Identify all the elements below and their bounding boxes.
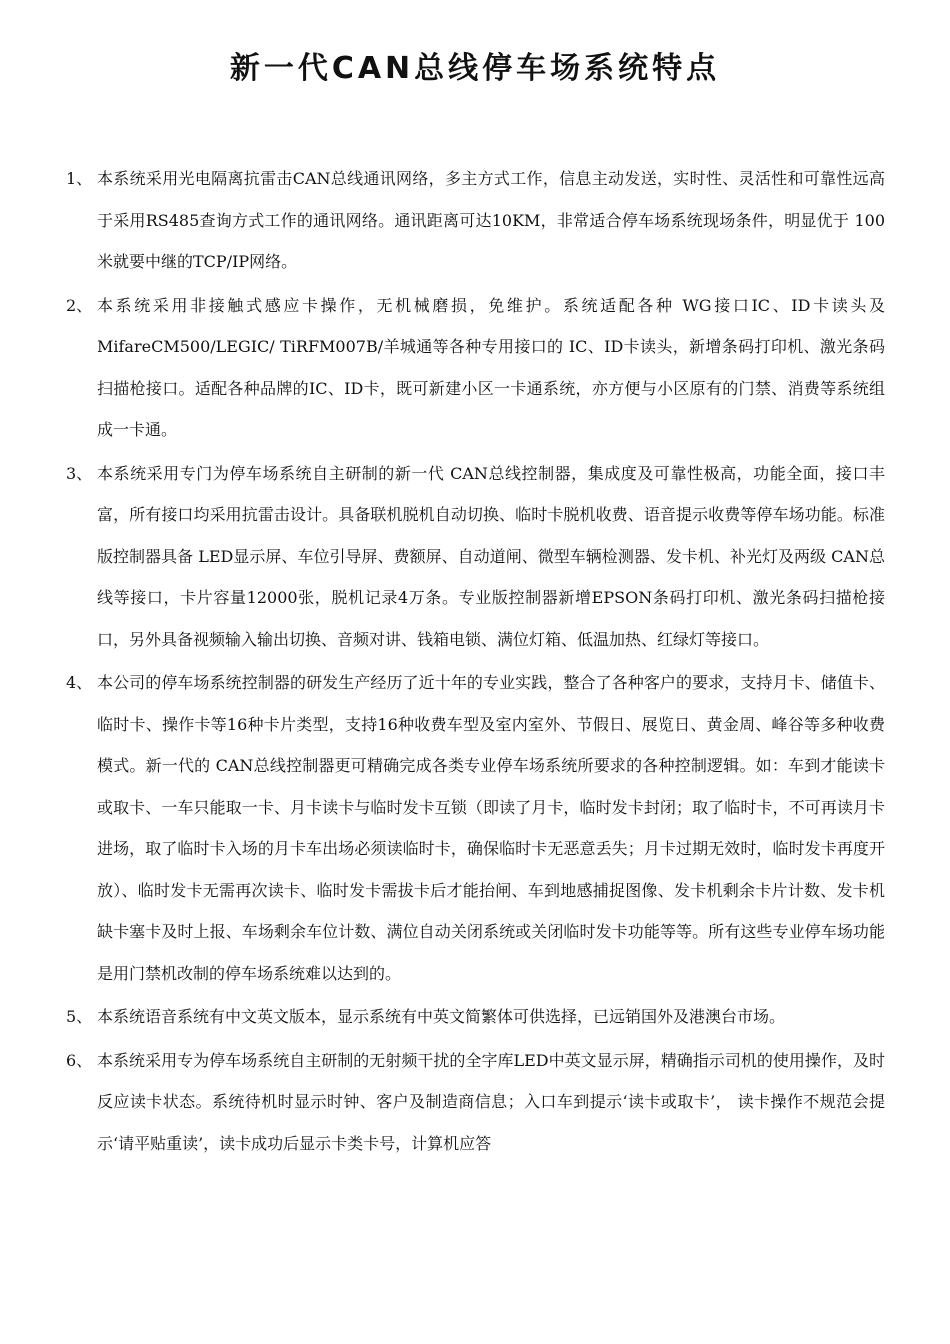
feature-number: 6、 [66,1050,93,1070]
feature-number: 3、 [66,463,93,483]
feature-item [0,285,950,451]
feature-item [0,158,950,283]
feature-text: 本系统采用专门为停车场系统自主研制的新一代 CAN总线控制器，集成度及可靠性极高，功能全面，接口丰富，所有接口均采用抗雷击设计。具备联机脱机自动切换、临时卡脱机收费、语音提示收费等停车场功能。标准版控制器具备 LED显示屏、车位引导屏、费额屏、自动道闸、微型车辆检测器、发卡机、补光灯及两级 CAN总线等接口，卡片容量12000张，脱机记录4万条。专业版控制器新增EPSON条码打印机、激光条码扫描枪接口，另外具备视频输入输出切换、音频对讲、钱箱电锁、满位灯箱、低温加热、红绿灯等接口。 [97,463,885,649]
feature-item [0,1040,950,1165]
feature-number: 5、 [66,1007,93,1026]
feature-number: 4、 [66,673,93,692]
feature-text: 本公司的停车场系统控制器的研发生产经历了近十年的专业实践，整合了各种客户的要求，支持月卡、储值卡、临时卡、操作卡等16种卡片类型，支持16种收费车型及室内室外、节假日、展览日、黄金周、峰谷等多种收费模式。新一代的 CAN总线控制器更可精确完成各类专业停车场系统所要求的各种控制逻辑。如：车到才能读卡或取卡、一车只能取一卡、月卡读卡与临时发卡互锁（即读了月卡，临时发卡封闭；取了临时卡，不可再读月卡进场，取了临时卡入场的月卡车出场必须读临时卡，确保临时卡无恶意丢失；月卡过期无效时，临时发卡再度开放）、临时发卡无需再次读卡、临时发卡需拔卡后才能抬闸、车到地感捕捉图像、发卡机剩余卡片计数、发卡机缺卡塞卡及时上报、车场剩余车位计数、满位自动关闭系统或关闭临时发卡功能等等。所有这些专业停车场功能是用门禁机改制的停车场系统难以达到的。 [97,673,885,983]
feature-list [0,158,950,1166]
feature-text: 本系统采用光电隔离抗雷击CAN总线通讯网络，多主方式工作，信息主动发送，实时性、灵活性和可靠性远高于采用RS485查询方式工作的通讯网络。通讯距离可达10KM，非常适合停车场系统现场条件，明显优于 100米就要中继的TCP/IP网络。 [97,169,885,271]
feature-number: 1、 [66,169,93,188]
feature-item [0,453,950,661]
feature-text: 本系统采用专为停车场系统自主研制的无射频干扰的全字库LED中英文显示屏，精确指示司机的使用操作，及时反应读卡状态。系统待机时显示时钟、客户及制造商信息；入口车到提示‘读卡或取卡’， 读卡操作不规范会提示‘请平贴重读’，读卡成功后显示卡类卡号，计算机应答 [97,1050,885,1153]
feature-text: 本系统语音系统有中文英文版本，显示系统有中英文简繁体可供选择，已远销国外及港澳台市场。 [97,1007,786,1026]
feature-text: 本系统采用非接触式感应卡操作，无机械磨损，免维护。系统适配各种 WG接口IC、ID卡读头及MifareCM500/LEGIC/ TiRFM007B/羊城通等各种专用接口的 IC、ID卡读头，新增条码打印机、激光条码扫描枪接口。适配各种品牌的IC、ID卡，既可新建小区一卡通系统，亦方便与小区原有的门禁、消费等系统组成一卡通。 [97,295,885,439]
feature-number: 2、 [66,295,93,315]
feature-item [0,662,950,994]
document-title: 新一代CAN总线停车场系统特点 [229,51,721,86]
feature-item [0,996,950,1038]
